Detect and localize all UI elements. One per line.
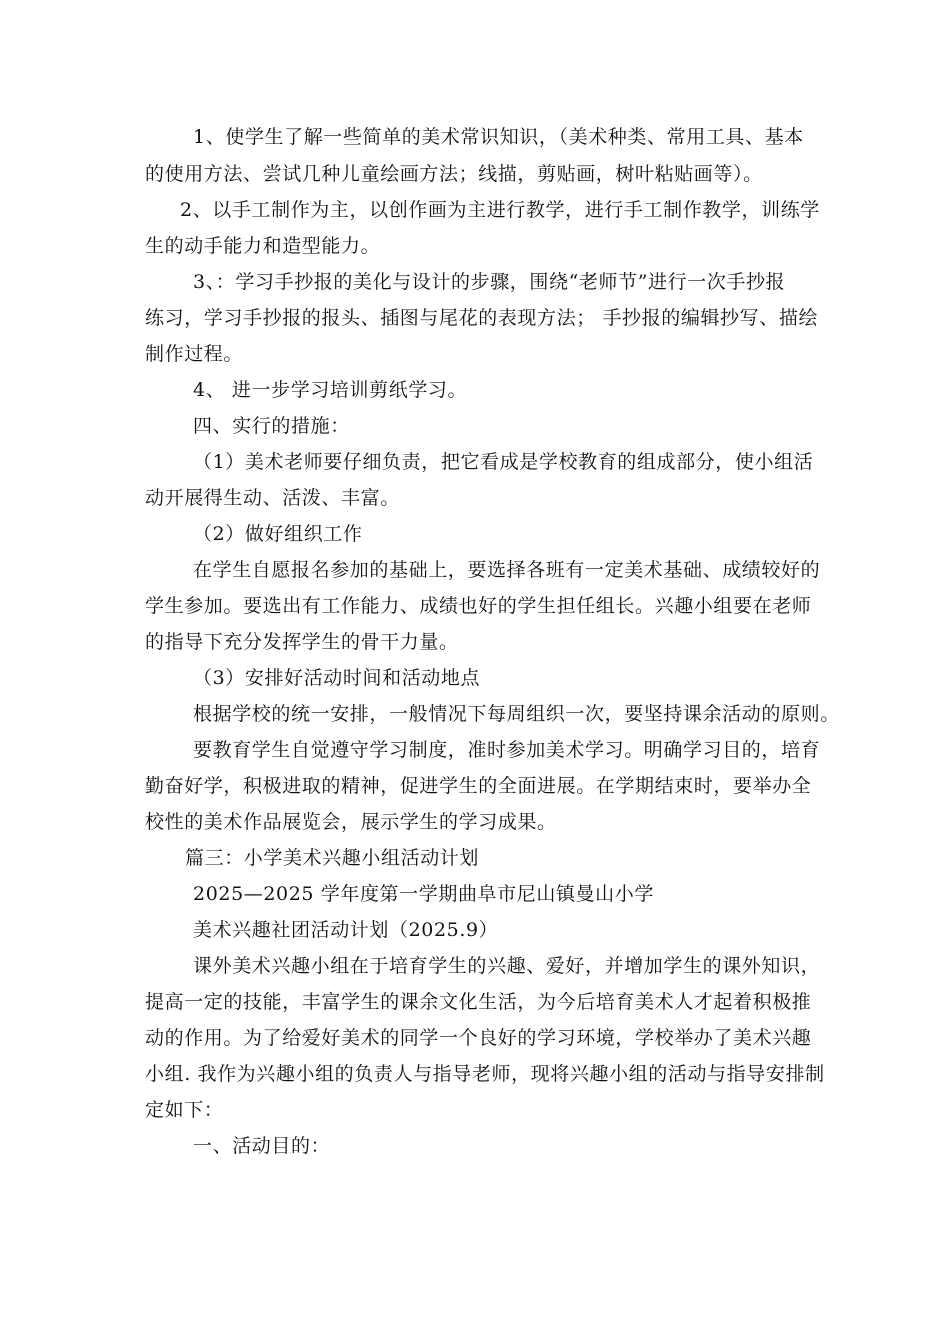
section-heading: 一、活动目的： [193, 1135, 331, 1157]
text-line: 勤奋好学，积极进取的精神，促进学生的全面进展。在学期结束时，要举办全 [145, 775, 812, 797]
text-line: 动开展得生动、活泼、丰富。 [145, 487, 400, 509]
text-line: 要教育学生自觉遵守学习制度，准时参加美术学习。明确学习目的，培育 [193, 739, 821, 761]
plan-title: 美术兴趣社团活动计划（2025.9） [193, 919, 499, 941]
text-line: 小组. 我作为兴趣小组的负责人与指导老师，现将兴趣小组的活动与指导安排制 [145, 1063, 825, 1085]
text-line: 定如下： [145, 1099, 224, 1121]
subheading: （3）安排好活动时间和活动地点 [193, 667, 481, 689]
text-line: 动的作用。为了给爱好美术的同学一个良好的学习环境，学校举办了美术兴趣 [145, 1027, 812, 1049]
text-line: 练习，学习手抄报的报头、插图与尾花的表现方法； 手抄报的编辑抄写、描绘 [145, 307, 819, 329]
text-line: 根据学校的统一安排，一般情况下每周组织一次，要坚持课余活动的原则。 [193, 703, 840, 725]
text-line: （1）美术老师要仔细负责，把它看成是学校教育的组成部分，使小组活 [193, 451, 814, 473]
text-line: 3、：学习手抄报的美化与设计的步骤，围绕“老师节”进行一次手抄报 [193, 271, 786, 293]
text-line: 课外美术兴趣小组在于培育学生的兴趣、爱好，并增加学生的课外知识， [193, 955, 821, 977]
text-line: 4、 进一步学习培训剪纸学习。 [193, 379, 468, 401]
text-line: 在学生自愿报名参加的基础上，要选择各班有一定美术基础、成绩较好的 [193, 559, 821, 581]
section-heading: 四、实行的措施： [193, 415, 350, 437]
school-year-line: 2025—2025 学年度第一学期曲阜市尼山镇曼山小学 [193, 883, 654, 905]
text-line: 提高一定的技能，丰富学生的课余文化生活，为今后培育美术人才起着积极推 [145, 991, 812, 1013]
text-line: 校性的美术作品展览会，展示学生的学习成果。 [145, 811, 557, 833]
text-line: 1、使学生了解一些简单的美术常识知识，（美术种类、常用工具、基本 [193, 126, 804, 148]
text-line: 生的动手能力和造型能力。 [145, 235, 381, 257]
text-line: 的使用方法、尝试几种儿童绘画方法；线描，剪贴画，树叶粘贴画等）。 [145, 163, 763, 185]
text-line: 2、以手工制作为主，以创作画为主进行教学，进行手工制作教学，训练学 [180, 199, 820, 221]
subheading: （2）做好组织工作 [193, 523, 363, 545]
text-line: 学生参加。要选出有工作能力、成绩也好的学生担任组长。兴趣小组要在老师 [145, 595, 812, 617]
text-line: 的指导下充分发挥学生的骨干力量。 [145, 631, 459, 653]
article-heading: 篇三：小学美术兴趣小组活动计划 [185, 847, 480, 869]
text-line: 制作过程。 [145, 343, 244, 365]
